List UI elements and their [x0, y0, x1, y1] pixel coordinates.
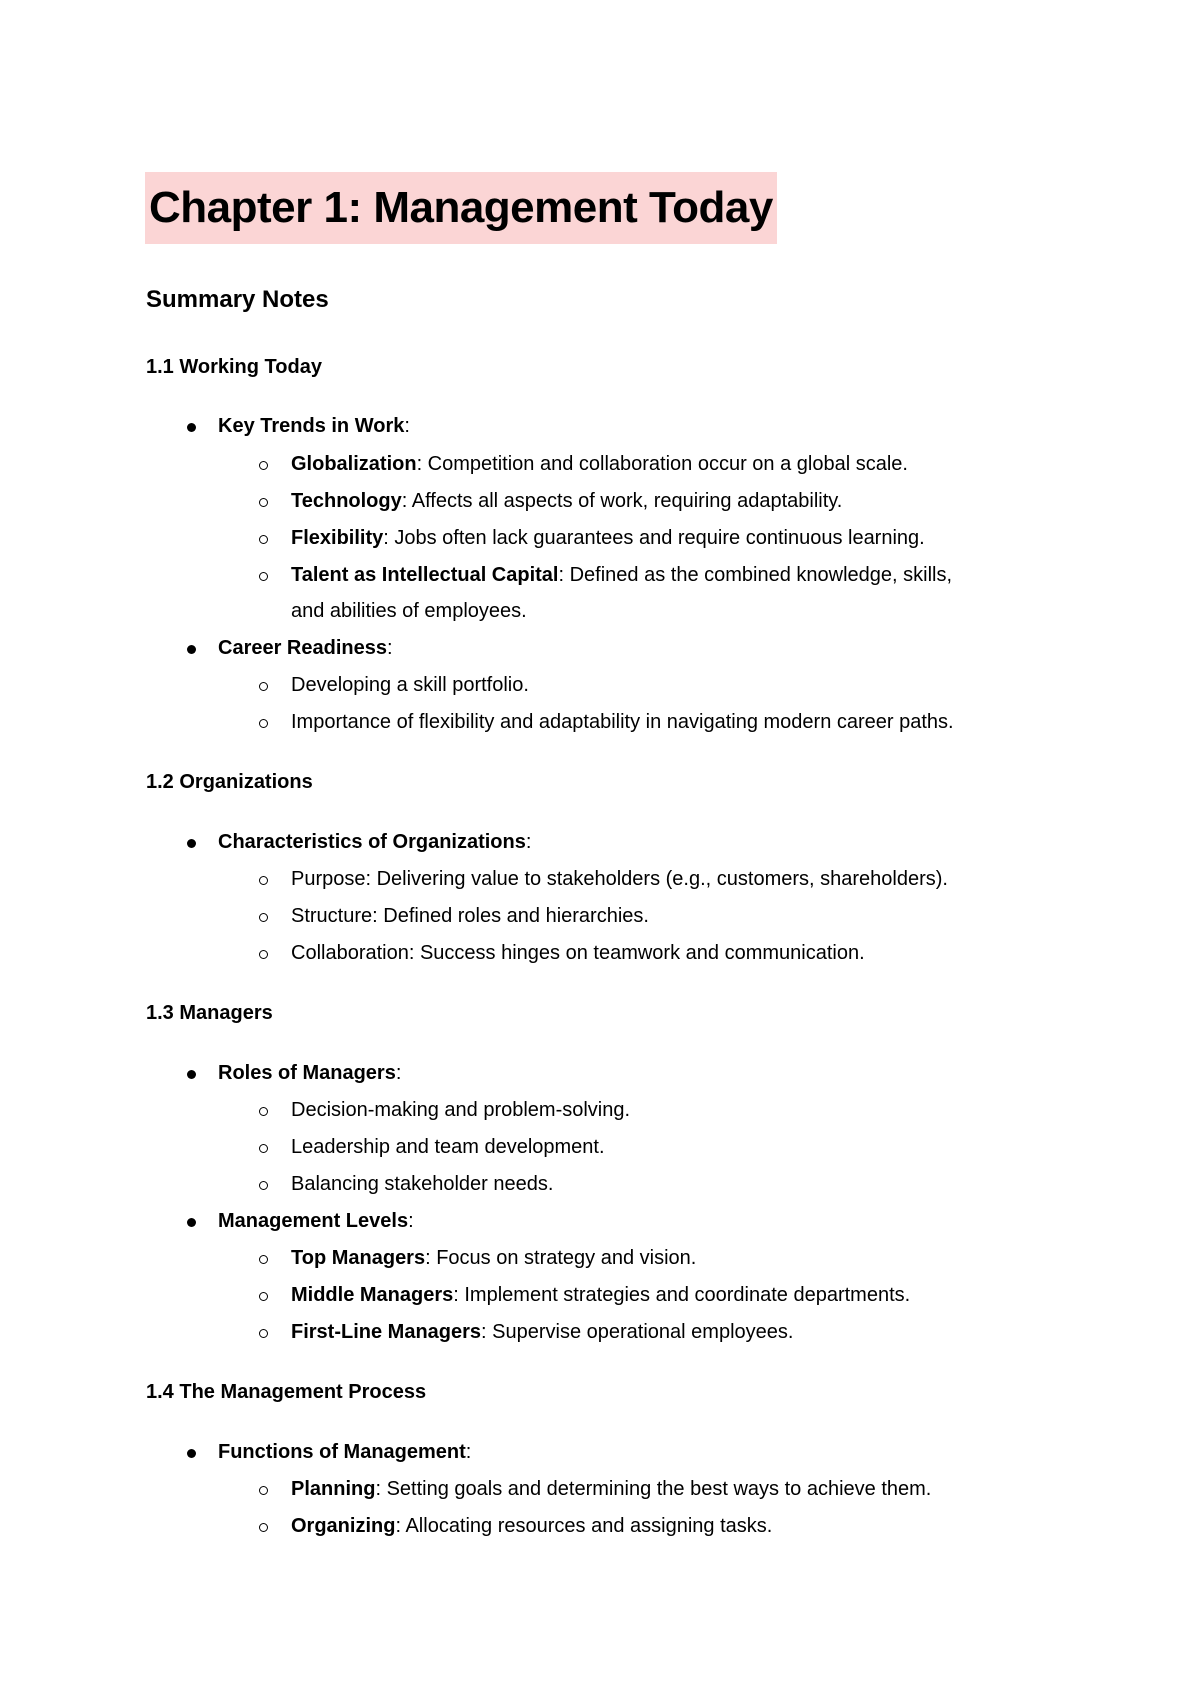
list-item-continuation: and abilities of employees. — [291, 600, 527, 622]
title-highlight — [145, 172, 777, 244]
list-item: Structure: Defined roles and hierarchies. — [291, 905, 649, 927]
sub-bullet-icon — [259, 1292, 268, 1301]
sub-bullet-icon — [259, 572, 268, 581]
sub-bullet-icon — [259, 461, 268, 470]
sub-bullet-icon — [259, 1329, 268, 1338]
list-item: Talent as Intellectual Capital: Defined as the combined knowledge, skills, — [291, 564, 953, 586]
bullet-icon — [187, 1449, 196, 1458]
list-item: Collaboration: Success hinges on teamwork and communication. — [291, 942, 865, 964]
list-item: First-Line Managers: Supervise operational employees. — [291, 1321, 794, 1343]
subtitle: Summary Notes — [146, 286, 329, 313]
list-item: Globalization: Competition and collaboration occur on a global scale. — [291, 453, 908, 475]
sub-bullet-icon — [259, 682, 268, 691]
list-item: Importance of flexibility and adaptability in navigating modern career paths. — [291, 711, 954, 733]
bullet-icon — [187, 1218, 196, 1227]
list-item: Middle Managers: Implement strategies and coordinate departments. — [291, 1284, 911, 1306]
sub-bullet-icon — [259, 876, 268, 885]
sub-bullet-icon — [259, 1107, 268, 1116]
section-heading-1-4: 1.4 The Management Process — [146, 1381, 427, 1403]
sub-bullet-icon — [259, 719, 268, 728]
group-label: Roles of Managers: — [218, 1062, 402, 1084]
group-label: Characteristics of Organizations: — [218, 831, 532, 853]
group-label: Key Trends in Work: — [218, 415, 410, 437]
sub-bullet-icon — [259, 1255, 268, 1264]
sub-bullet-icon — [259, 913, 268, 922]
bullet-icon — [187, 1070, 196, 1079]
sub-bullet-icon — [259, 1181, 268, 1190]
list-item: Decision-making and problem-solving. — [291, 1099, 631, 1121]
sub-bullet-icon — [259, 950, 268, 959]
sub-bullet-icon — [259, 1523, 268, 1532]
sub-bullet-icon — [259, 535, 268, 544]
list-item: Flexibility: Jobs often lack guarantees and require continuous learning. — [291, 527, 925, 549]
group-label: Management Levels: — [218, 1210, 414, 1232]
list-item: Organizing: Allocating resources and assigning tasks. — [291, 1515, 773, 1537]
section-heading-1-1: 1.1 Working Today — [146, 356, 322, 378]
list-item: Top Managers: Focus on strategy and vision. — [291, 1247, 697, 1269]
group-label: Career Readiness: — [218, 637, 393, 659]
section-heading-1-2: 1.2 Organizations — [146, 771, 313, 793]
list-item: Planning: Setting goals and determining the best ways to achieve them. — [291, 1478, 932, 1500]
list-item: Purpose: Delivering value to stakeholders (e.g., customers, shareholders). — [291, 868, 948, 890]
list-item: Developing a skill portfolio. — [291, 674, 529, 696]
list-item: Leadership and team development. — [291, 1136, 605, 1158]
sub-bullet-icon — [259, 1144, 268, 1153]
page-title: Chapter 1: Management Today — [149, 183, 773, 232]
bullet-icon — [187, 423, 196, 432]
sub-bullet-icon — [259, 1486, 268, 1495]
list-item: Technology: Affects all aspects of work, requiring adaptability. — [291, 490, 843, 512]
sub-bullet-icon — [259, 498, 268, 507]
bullet-icon — [187, 645, 196, 654]
list-item: Balancing stakeholder needs. — [291, 1173, 554, 1195]
section-heading-1-3: 1.3 Managers — [146, 1002, 273, 1024]
group-label: Functions of Management: — [218, 1441, 472, 1463]
bullet-icon — [187, 839, 196, 848]
